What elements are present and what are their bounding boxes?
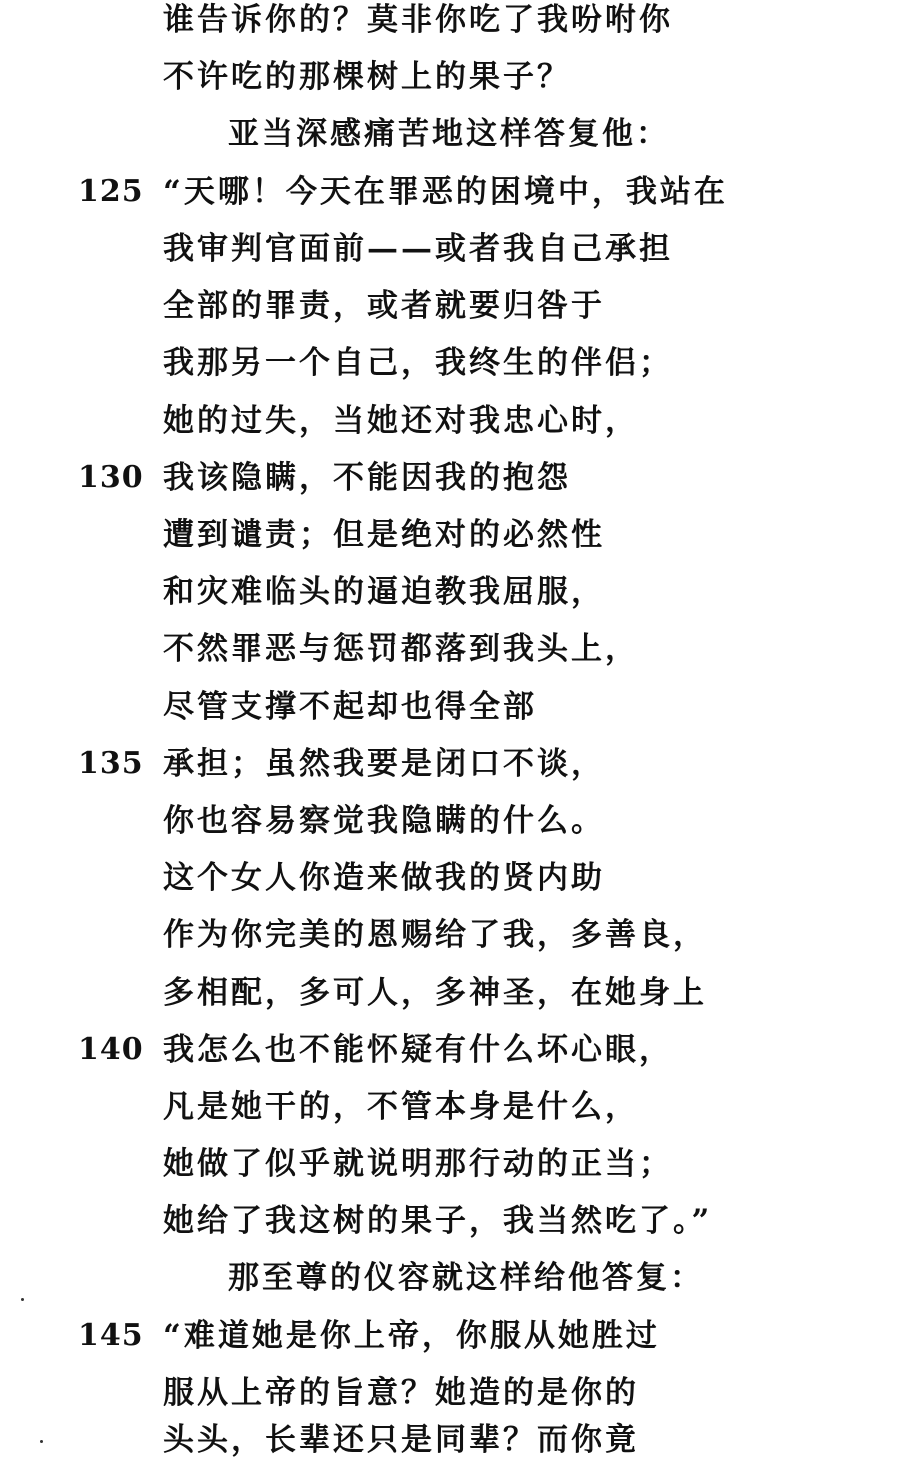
line-text: 她做了似乎就说明那行动的正当； — [163, 1146, 673, 1182]
line-text: 服从上帝的旨意？她造的是你的 — [163, 1375, 639, 1411]
poem-line — [0, 0, 900, 49]
line-text: 多相配，多可人，多神圣，在她身上 — [163, 975, 707, 1011]
scan-speck — [40, 1440, 43, 1443]
line-text: 我审判官面前——或者我自己承担 — [163, 231, 673, 267]
line-text: “天哪！今天在罪恶的困境中，我站在 — [163, 174, 728, 210]
line-text: 承担；虽然我要是闭口不谈， — [163, 746, 605, 782]
poem-line — [0, 1308, 900, 1365]
poem-line — [0, 450, 900, 507]
line-text: 尽管支撑不起却也得全部 — [163, 689, 537, 725]
line-text: 作为你完美的恩赐给了我，多善良， — [163, 917, 707, 953]
poem-line — [0, 1412, 900, 1469]
poem-line — [0, 793, 900, 850]
poem-line — [0, 1193, 900, 1250]
poem-line — [0, 393, 900, 450]
scan-speck — [21, 1298, 24, 1301]
poem-line — [0, 278, 900, 335]
line-text: “难道她是你上帝，你服从她胜过 — [163, 1318, 660, 1354]
line-text: 这个女人你造来做我的贤内助 — [163, 860, 605, 896]
line-text: 那至尊的仪容就这样给他答复： — [228, 1260, 704, 1296]
line-text: 遭到谴责；但是绝对的必然性 — [163, 517, 605, 553]
poem-line — [0, 736, 900, 793]
poem-line — [0, 507, 900, 564]
line-text: 全部的罪责，或者就要归咎于 — [163, 288, 605, 324]
line-number: 145 — [78, 1318, 144, 1353]
line-number: 140 — [78, 1032, 144, 1067]
poem-line — [0, 221, 900, 278]
line-text: 头头，长辈还只是同辈？而你竟 — [163, 1422, 639, 1458]
line-text: 亚当深感痛苦地这样答复他： — [228, 116, 670, 152]
poem-line — [0, 1136, 900, 1193]
line-number: 125 — [78, 174, 144, 209]
poem-line — [0, 965, 900, 1022]
line-text: 我那另一个自己，我终生的伴侣； — [163, 345, 673, 381]
line-text: 你也容易察觉我隐瞒的什么。 — [163, 803, 605, 839]
line-number: 130 — [78, 460, 144, 495]
poem-line — [0, 907, 900, 964]
line-text: 她的过失，当她还对我忠心时， — [163, 403, 639, 439]
poem-line — [0, 1022, 900, 1079]
poem-line — [0, 164, 900, 221]
poem-line — [0, 1079, 900, 1136]
poem-line — [0, 621, 900, 678]
poem-line — [0, 679, 900, 736]
line-text: 她给了我这树的果子，我当然吃了。” — [163, 1203, 713, 1239]
poem-line — [0, 1250, 900, 1307]
line-text: 我该隐瞒，不能因我的抱怨 — [163, 460, 571, 496]
line-text: 凡是她干的，不管本身是什么， — [163, 1089, 639, 1125]
poem-line — [0, 335, 900, 392]
line-text: 和灾难临头的逼迫教我屈服， — [163, 574, 605, 610]
poem-line — [0, 850, 900, 907]
line-text: 不然罪恶与惩罚都落到我头上， — [163, 631, 639, 667]
poem-line — [0, 564, 900, 621]
line-text: 谁告诉你的？莫非你吃了我吩咐你 — [163, 2, 673, 38]
poem-line — [0, 49, 900, 106]
line-text: 我怎么也不能怀疑有什么坏心眼， — [163, 1032, 673, 1068]
line-number: 135 — [78, 746, 144, 781]
line-text: 不许吃的那棵树上的果子？ — [163, 59, 571, 95]
poem-line — [0, 106, 900, 163]
